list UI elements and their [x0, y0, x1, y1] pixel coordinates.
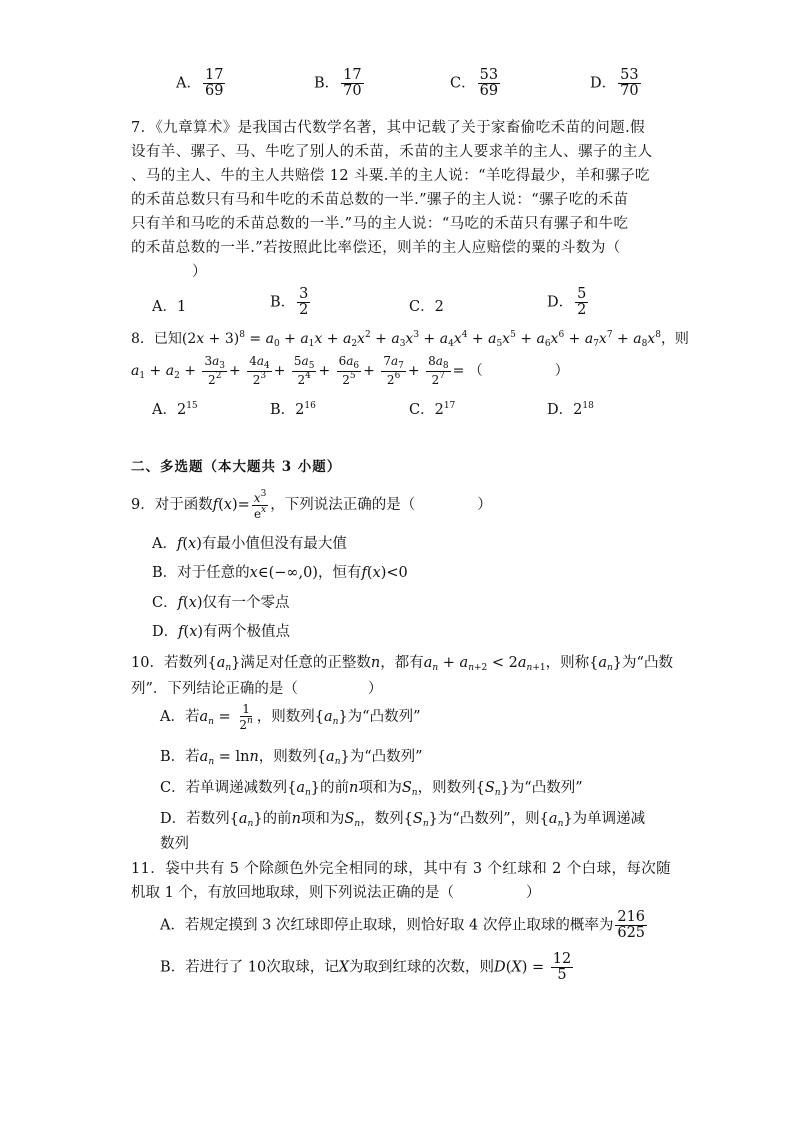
q9-option-a: A．f(x)有最小值但没有最大值 — [152, 536, 347, 552]
q7-option-b: B． $\frac{3}{2}$ — [270, 286, 309, 319]
q7-option-a: A．1 — [152, 299, 187, 315]
q8-option-b: B．$2^{16}$ — [270, 401, 316, 418]
q11-option-a: A．若规定摸到 3 次红球即停止取球，则恰好取 4 次停止取球的概率为 $\frac{216}{625}$ — [160, 909, 646, 942]
q8-expansion: $(2x + 3)^8 = a_0 + a_1x + a_2x^2 + a_3x^3 + a_4x^4 + a_5x^5 + a_6x^6 + a_7x^7 + a_8x^8$ — [181, 330, 661, 349]
q9-option-b: B．对于任意的x∈(−∞,0)，恒有f(x)<0 — [152, 565, 408, 581]
q7-line: 设有羊、骡子、马、牛吃了别人的禾苗，禾苗的主人要求羊的主人、骡子的主人 — [131, 144, 653, 160]
q11-stem-line2: 机取 1 个，有放回地取球，则下列说法正确的是（ ） — [131, 885, 541, 901]
q8-option-d: D．$2^{18}$ — [547, 401, 594, 418]
q6-option-d: D． $\frac{53}{70}$ — [590, 67, 639, 100]
q7-line: 、马的主人、牛的主人共赔偿 12 斗粟.羊的主人说：“羊吃得最少，羊和骡子吃 — [131, 168, 650, 184]
q7-line: 的禾苗总数只有马和牛吃的禾苗总数的一半.”骡子的主人说：“骡子吃的禾苗 — [131, 192, 629, 208]
q8-stem: 8．已知$(2x + 3)^8 = a_0 + a_1x + a_2x^2 + a_3x^3 + a_4x^4 + a_5x^5 + a_6x^6 + a_7x^7 + a_8x^8$，则 — [131, 330, 689, 349]
fraction: $\frac{17}{70}$ — [343, 67, 362, 100]
q7-line: 的禾苗总数的一半.”若按照此比率偿还，则羊的主人应赔偿的粟的斗数为（ — [131, 240, 621, 256]
q7-paren-close: ） — [192, 264, 207, 280]
fraction: $\frac{17}{69}$ — [204, 67, 224, 100]
q10-option-a: A．若$a_n$ = $\frac{1}{2^n}$ ，则数列$\{a_n\}$为“凸数列” — [160, 702, 421, 732]
q6-option-b: B． $\frac{17}{70}$ — [314, 67, 362, 100]
q10-stem-line2: 列”．下列结论正确的是（ ） — [131, 681, 383, 697]
q7-line: 只有羊和马吃的禾苗总数的一半.”马的主人说：“马吃的禾苗只有骡子和牛吃 — [131, 216, 629, 232]
q9-option-c: C．f(x)仅有一个零点 — [152, 595, 290, 611]
q10-option-c: C．若单调递减数列$\{a_n\}$的前n项和为$S_n$，则数列$\{S_n\}$为“凸数列” — [160, 780, 583, 798]
q11-option-b: B．若进行了 10次取球，记X为取到红球的次数，则D(X) = $\frac{12}{5}$ — [160, 951, 572, 984]
q11-stem-line1: 11．袋中共有 5 个除颜色外完全相同的球，其中有 3 个红球和 2 个白球，每次随 — [131, 861, 672, 877]
q6-option-a: A． $\frac{17}{69}$ — [176, 67, 224, 100]
q10-stem-line1: 10．若数列$\{a_n\}$满足对任意的正整数n，都有$a_n + a_{n+2} < 2a_{n+1}$，则称$\{a_n\}$为“凸数 — [131, 655, 673, 673]
fraction: $\frac{53}{70}$ — [620, 67, 639, 100]
section-heading: 二、多选题（本大题共 3 小题） — [131, 459, 342, 475]
q6-option-c: C． $\frac{53}{69}$ — [450, 67, 499, 100]
q10-option-b: B．若$a_n = \ln n$，则数列$\{a_n\}$为“凸数列” — [160, 749, 423, 767]
q8-option-c: C．$2^{17}$ — [409, 401, 456, 418]
q9-stem: 9．对于函数f(x)= $\frac{x^3}{e^x}$ ，下列说法正确的是（ ） — [131, 489, 492, 521]
q8-option-a: A．$2^{15}$ — [152, 401, 198, 418]
q7-line: 7．《九章算术》是我国古代数学名著，其中记载了关于家畜偷吃禾苗的问题.假 — [131, 120, 645, 136]
q10-option-d: D．若数列$\{a_n\}$的前n项和为$S_n$，数列$\{S_n\}$为“凸数列”，则$\{a_n\}$为单调递减 — [160, 811, 646, 829]
q8-sum-expression: $a_1 + a_2$ + $\frac{3a_3}{2^2}$ + $\frac{4a_4}{2^3}$ + $\frac{5a_5}{2^4}$ + $\frac{6a_6}{2^5}$ + $\frac{7a_7}{2^6}$ + $\frac{8a_8}{2^7}$ = （ ） — [131, 354, 569, 388]
q9-option-d: D．f(x)有两个极值点 — [152, 624, 291, 640]
q10-option-d-cont: 数列 — [160, 836, 189, 852]
q7-option-d: D． $\frac{5}{2}$ — [547, 286, 587, 319]
q7-option-c: C．2 — [409, 299, 444, 315]
fraction: $\frac{53}{69}$ — [479, 67, 499, 100]
